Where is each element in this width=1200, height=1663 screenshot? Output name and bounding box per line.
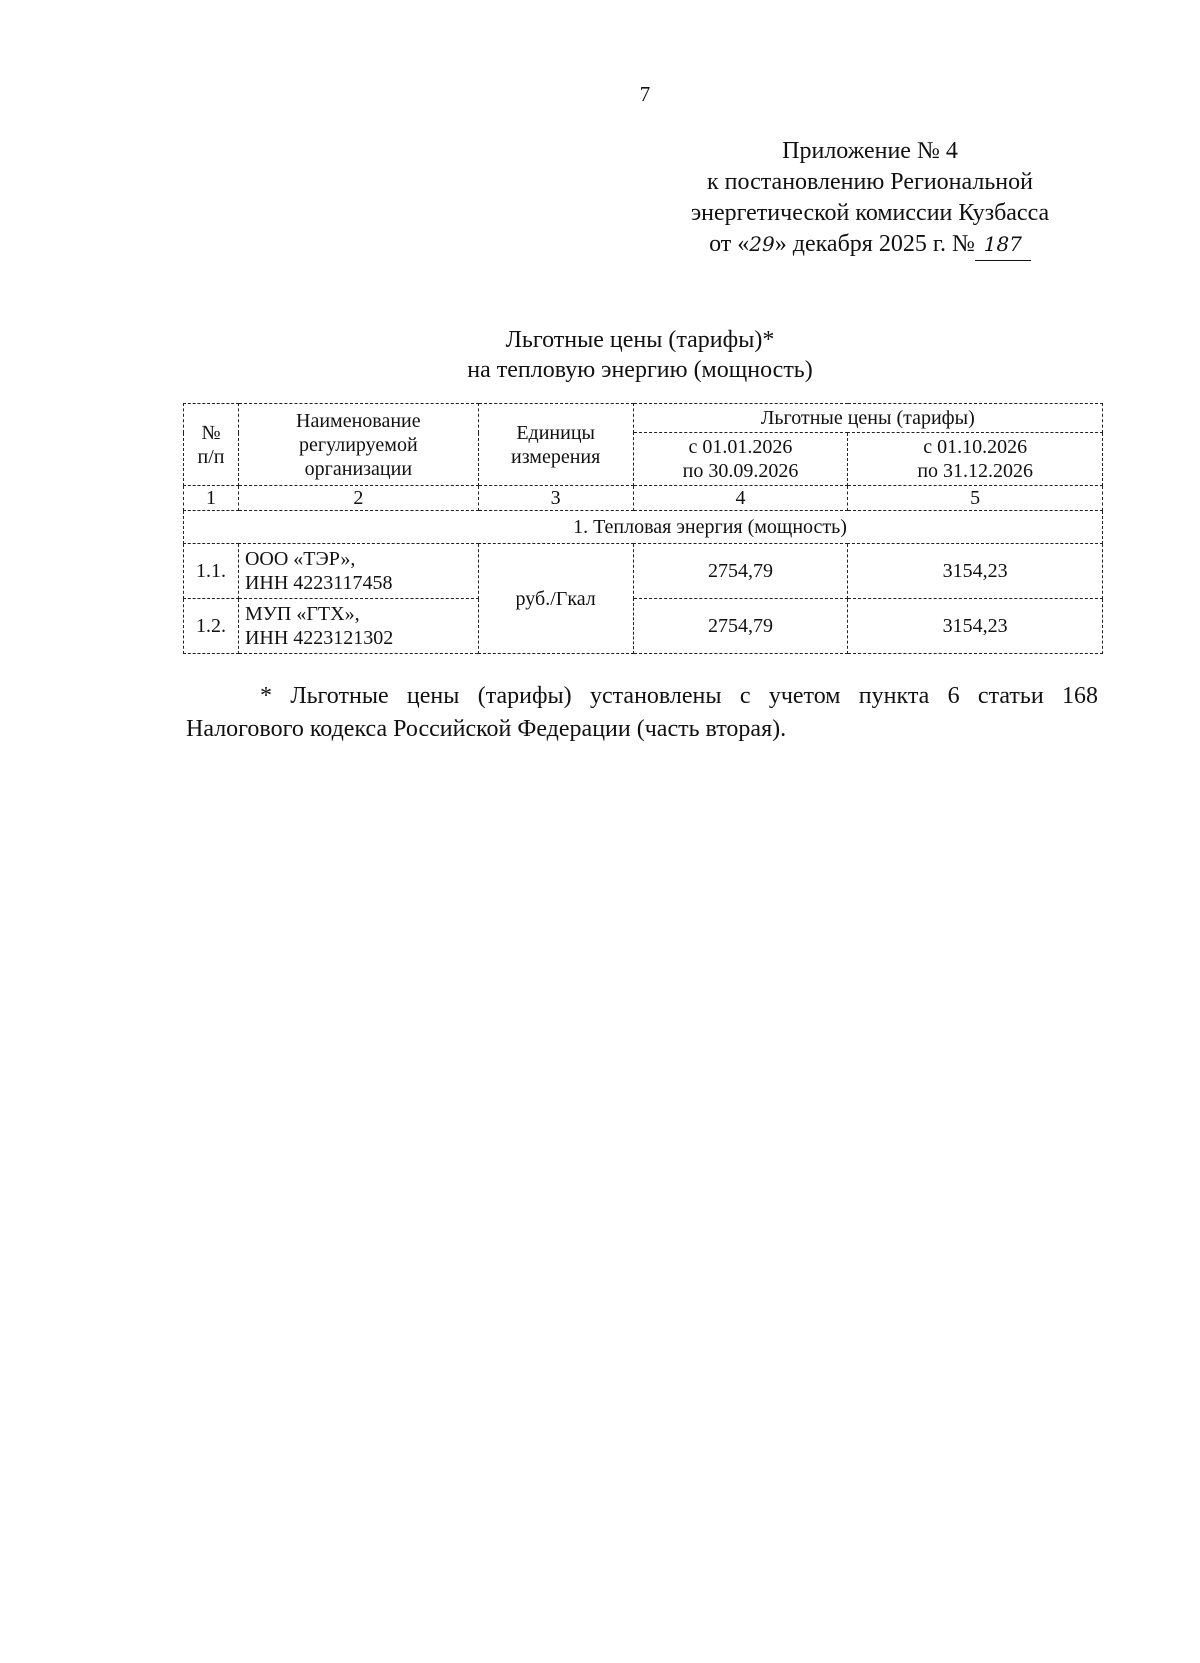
header-unit: Единицы измерения <box>478 404 633 486</box>
handwritten-number: 187 <box>975 229 1031 261</box>
price-period-2: 3154,23 <box>848 544 1103 599</box>
footnote: * Льготные цены (тарифы) установлены с учетом пункта 6 статьи 168 Налогового кодекса Российской Федерации (часть вторая). <box>186 683 1098 742</box>
column-number-row <box>184 486 1103 511</box>
table-row <box>184 599 1103 654</box>
column-number: 5 <box>848 486 1103 511</box>
section-heading: 1. Тепловая энергия (мощность) <box>184 511 1103 544</box>
header-period-2: с 01.10.2026 по 31.12.2026 <box>848 433 1103 486</box>
unit-cell: руб./Гкал <box>478 544 633 654</box>
column-number: 3 <box>478 486 633 511</box>
column-number: 1 <box>184 486 239 511</box>
header-prices: Льготные цены (тарифы) <box>633 404 1102 433</box>
section-row <box>184 511 1103 544</box>
date-middle: » декабря 2025 г. № <box>774 231 975 257</box>
row-number: 1.2. <box>184 599 239 654</box>
price-period-1: 2754,79 <box>633 544 848 599</box>
tariff-table <box>183 403 1103 654</box>
header-num: № п/п <box>184 404 239 486</box>
header-period-1: с 01.01.2026 по 30.09.2026 <box>633 433 848 486</box>
organization-name: МУП «ГТХ», ИНН 4223121302 <box>238 599 478 654</box>
appendix-header <box>640 136 1100 261</box>
date-prefix: от « <box>709 231 750 257</box>
appendix-title: Приложение № 4 <box>782 138 958 164</box>
document-title <box>380 325 900 385</box>
page-number: 7 <box>639 82 651 106</box>
appendix-date-line <box>640 229 1100 261</box>
title-line-1: Льготные цены (тарифы)* <box>505 327 775 353</box>
handwritten-day: 29 <box>749 232 775 256</box>
table-row <box>184 544 1103 599</box>
price-period-2: 3154,23 <box>848 599 1103 654</box>
appendix-reference: к постановлению Региональной <box>707 169 1033 195</box>
header-row <box>184 404 1103 433</box>
organization-name: ООО «ТЭР», ИНН 4223117458 <box>238 544 478 599</box>
appendix-commission: энергетической комиссии Кузбасса <box>690 200 1050 226</box>
column-number: 4 <box>633 486 848 511</box>
header-org: Наименование регулируемой организации <box>238 404 478 486</box>
column-number: 2 <box>238 486 478 511</box>
price-period-1: 2754,79 <box>633 599 848 654</box>
row-number: 1.1. <box>184 544 239 599</box>
title-line-2: на тепловую энергию (мощность) <box>467 357 813 383</box>
